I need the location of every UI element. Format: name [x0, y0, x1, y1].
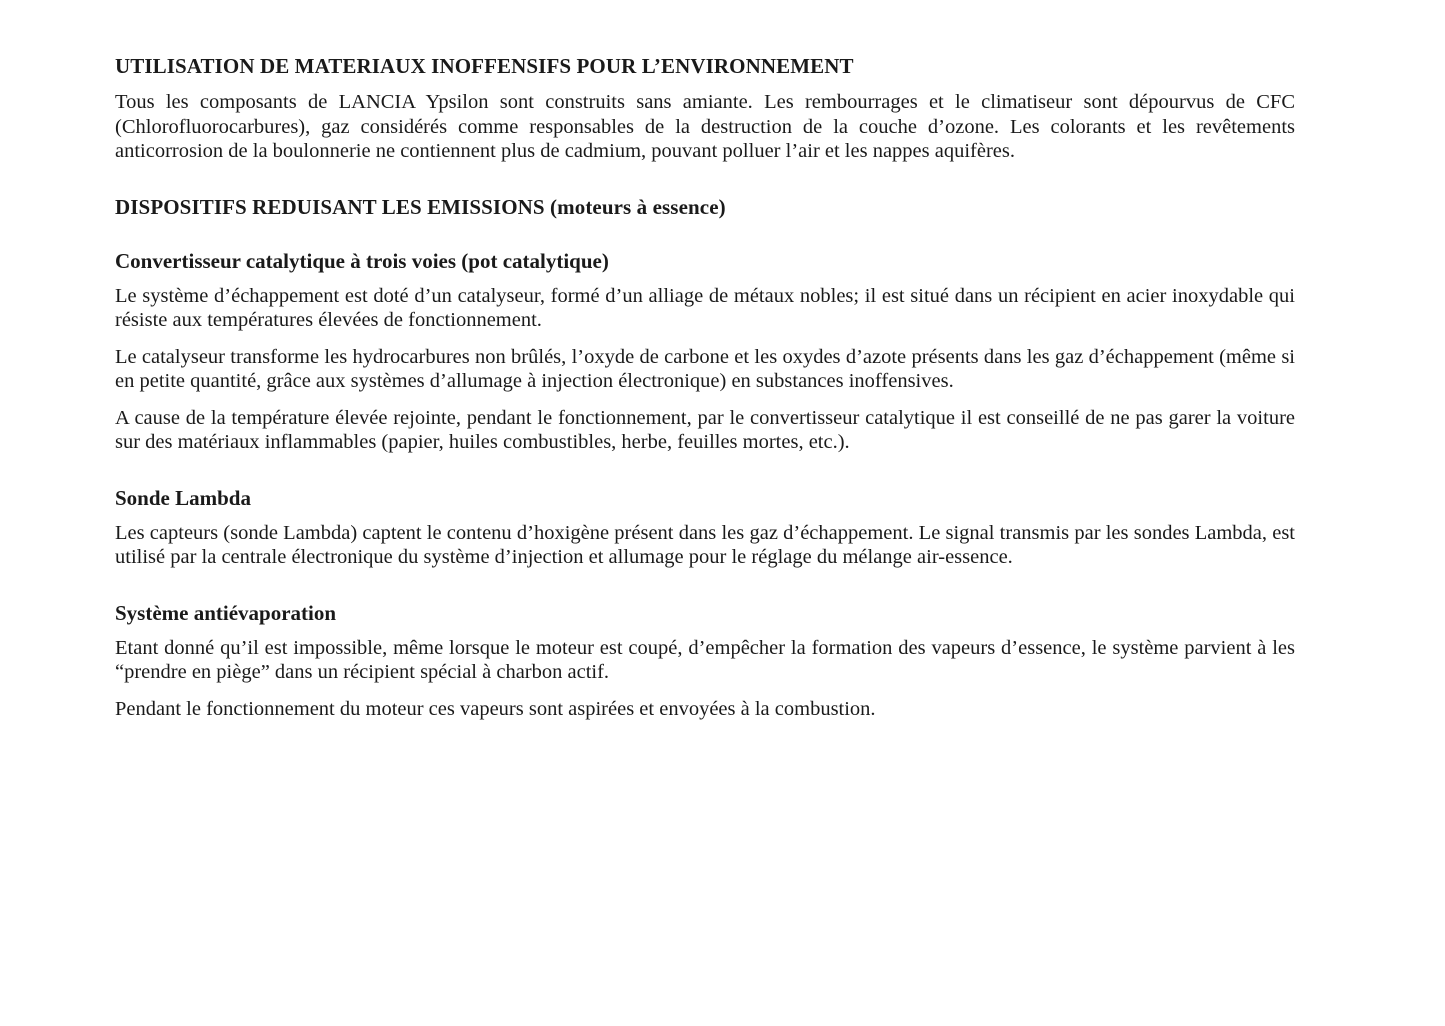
- paragraph-anti-evaporation-trap: Etant donné qu’il est impossible, même lorsque le moteur est coupé, d’empêcher la formation des vapeurs d’essence, le système parvient à les “prendre en piège” dans un récipient spécial à charbon actif.: [115, 636, 1295, 683]
- document-page: [115, 52, 1295, 721]
- paragraph-anti-evaporation-combustion: Pendant le fonctionnement du moteur ces vapeurs sont aspirées et envoyées à la combustion.: [115, 697, 876, 720]
- subsection-heading-anti-evaporation: Système antiévaporation: [115, 600, 337, 625]
- subsection-heading-lambda-sensor: Sonde Lambda: [115, 485, 251, 510]
- paragraph-catalyst-description: Le système d’échappement est doté d’un catalyseur, formé d’un alliage de métaux nobles; il est situé dans un récipient en acier inoxydable qui résiste aux températures élevées de fonctionnement.: [115, 284, 1295, 331]
- paragraph-materials: Tous les composants de LANCIA Ypsilon sont construits sans amiante. Les rembourrages et le climatiseur sont dépourvus de CFC (Chlorofluorocarbures), gaz considérés comme responsables de la destruction de la couche d’ozone. Les colorants et les revêtements anticorrosion de la boulonnerie ne contiennent plus de cadmium, pouvant polluer l’air et les nappes aquifères.: [115, 91, 1295, 162]
- paragraph-catalyst-warning: A cause de la température élevée rejointe, pendant le fonctionnement, par le convertisseur catalytique il est conseillé de ne pas garer la voiture sur des matériaux inflammables (papier, huiles combustibles, herbe, feuilles mortes, etc.).: [115, 406, 1295, 453]
- section-heading-emission-devices: DISPOSITIFS REDUISANT LES EMISSIONS (moteurs à essence): [115, 194, 726, 219]
- paragraph-catalyst-function: Le catalyseur transforme les hydrocarbures non brûlés, l’oxyde de carbone et les oxydes d’azote présents dans les gaz d’échappement (même si en petite quantité, grâce aux systèmes d’allumage à injection électronique) en substances inoffensives.: [115, 345, 1295, 392]
- section-heading-environment-materials: UTILISATION DE MATERIAUX INOFFENSIFS POUR L’ENVIRONNEMENT: [115, 54, 854, 78]
- subsection-heading-catalytic-converter: Convertisseur catalytique à trois voies (pot catalytique): [115, 248, 609, 273]
- paragraph-lambda-sensor: Les capteurs (sonde Lambda) captent le contenu d’hoxigène présent dans les gaz d’échappement. Le signal transmis par les sondes Lambda, est utilisé par la centrale électronique du système d’injection et allumage pour le réglage du mélange air-essence.: [115, 521, 1295, 568]
